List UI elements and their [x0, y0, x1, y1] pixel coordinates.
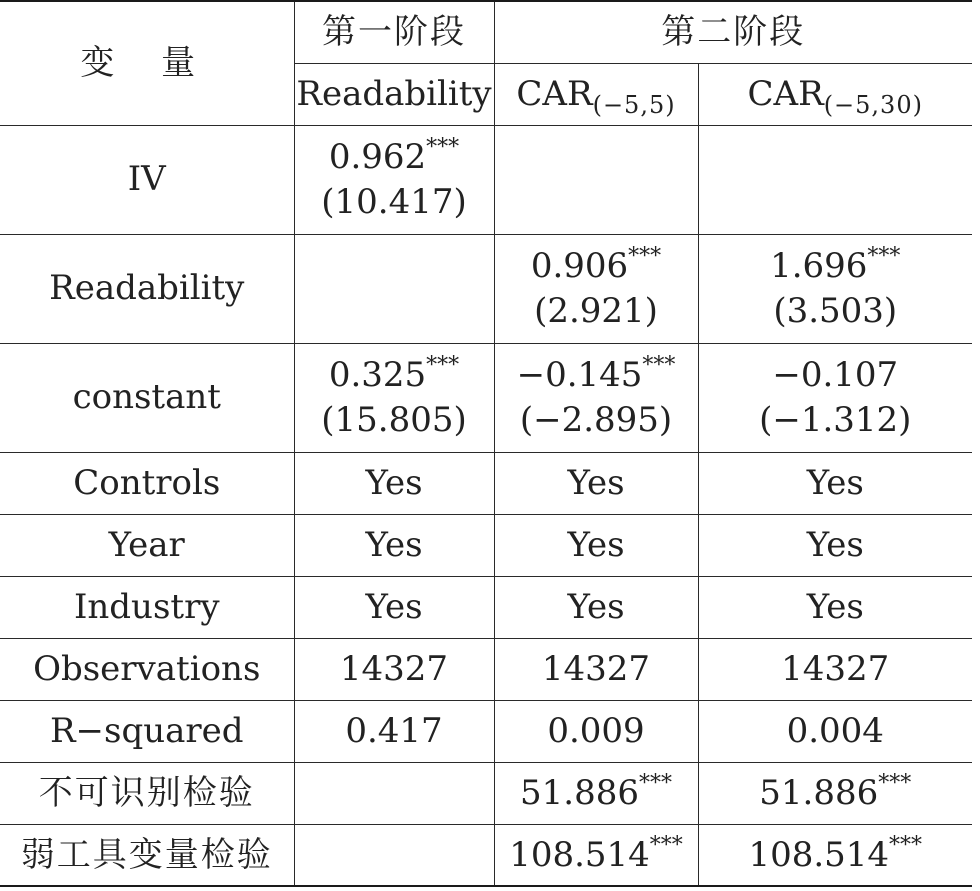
- value-cell: 0.417: [294, 700, 494, 762]
- test-value: 51.886: [520, 772, 639, 813]
- header-col-car-5-30-main: CAR: [747, 73, 824, 114]
- value-cell: 14327: [294, 638, 494, 700]
- value-cell: Yes: [698, 576, 972, 638]
- row-r-squared: [0, 700, 972, 762]
- row-observations: [0, 638, 972, 700]
- header-col-car-5-5-window: (−5,5): [592, 90, 676, 119]
- value-cell: Yes: [294, 452, 494, 514]
- significance-stars: ***: [642, 353, 676, 379]
- t-stat: (3.503): [773, 290, 898, 331]
- row-industry: [0, 576, 972, 638]
- header-stage-two: 第二阶段: [494, 1, 972, 63]
- coef-value: 0.962: [328, 137, 427, 178]
- value-cell: [698, 762, 972, 824]
- header-col-car-5-30-window: (−5,30): [823, 90, 923, 119]
- coef-cell: [294, 234, 494, 343]
- row-weak-instrument-test: [0, 824, 972, 886]
- header-col-readability: Readability: [294, 63, 494, 125]
- significance-stars: ***: [638, 770, 672, 796]
- t-stat: (15.805): [321, 399, 467, 440]
- value-cell: 14327: [698, 638, 972, 700]
- significance-stars: ***: [889, 832, 923, 858]
- coef-cell: [294, 125, 494, 234]
- value-cell: Yes: [294, 514, 494, 576]
- coef-value: 0.906: [530, 246, 629, 287]
- value-cell: 0.009: [494, 700, 698, 762]
- header-variable: 变 量: [0, 1, 294, 125]
- t-stat: (10.417): [321, 181, 467, 222]
- test-value: 108.514: [509, 834, 650, 875]
- test-value: 51.886: [759, 772, 879, 813]
- coef-value: 0.325: [328, 355, 427, 396]
- t-stat: (−2.895): [519, 399, 673, 440]
- coef-cell: [494, 125, 698, 234]
- header-stage-one: 第一阶段: [294, 1, 494, 63]
- t-stat: (2.921): [534, 290, 658, 331]
- coef-cell: [698, 343, 972, 452]
- coef-value: 1.696: [770, 246, 868, 287]
- row-label: constant: [0, 343, 294, 452]
- row-readability: [0, 234, 972, 343]
- significance-stars: ***: [878, 770, 912, 796]
- value-cell: [494, 762, 698, 824]
- header-col-car-5-30: [698, 63, 972, 125]
- value-cell: [294, 762, 494, 824]
- row-iv: [0, 125, 972, 234]
- header-col-car-5-5: [494, 63, 698, 125]
- value-cell: Yes: [698, 452, 972, 514]
- row-label: 弱工具变量检验: [0, 824, 294, 886]
- coef-value: −0.107: [772, 355, 899, 396]
- row-controls: [0, 452, 972, 514]
- value-cell: Yes: [494, 576, 698, 638]
- header-col-car-5-5-main: CAR: [516, 73, 593, 114]
- significance-stars: ***: [867, 244, 901, 270]
- significance-stars: ***: [426, 135, 460, 161]
- significance-stars: ***: [649, 832, 683, 858]
- row-year: [0, 514, 972, 576]
- row-label: 不可识别检验: [0, 762, 294, 824]
- row-constant: [0, 343, 972, 452]
- row-label: Industry: [0, 576, 294, 638]
- coef-cell: [698, 234, 972, 343]
- coef-cell: [294, 343, 494, 452]
- coef-cell: [494, 234, 698, 343]
- row-label: Readability: [0, 234, 294, 343]
- row-underidentification-test: [0, 762, 972, 824]
- value-cell: Yes: [494, 514, 698, 576]
- header-row-stage: [0, 1, 972, 63]
- value-cell: [698, 824, 972, 886]
- value-cell: [494, 824, 698, 886]
- t-stat: (−1.312): [759, 399, 912, 440]
- row-label: R−squared: [0, 700, 294, 762]
- coef-cell: [698, 125, 972, 234]
- row-label: Observations: [0, 638, 294, 700]
- coef-cell: [494, 343, 698, 452]
- significance-stars: ***: [426, 353, 460, 379]
- value-cell: Yes: [494, 452, 698, 514]
- row-label: IV: [0, 125, 294, 234]
- value-cell: Yes: [294, 576, 494, 638]
- significance-stars: ***: [628, 244, 662, 270]
- value-cell: 14327: [494, 638, 698, 700]
- row-label: Controls: [0, 452, 294, 514]
- value-cell: 0.004: [698, 700, 972, 762]
- value-cell: Yes: [698, 514, 972, 576]
- test-value: 108.514: [748, 834, 890, 875]
- row-label: Year: [0, 514, 294, 576]
- coef-value: −0.145: [516, 355, 643, 396]
- value-cell: [294, 824, 494, 886]
